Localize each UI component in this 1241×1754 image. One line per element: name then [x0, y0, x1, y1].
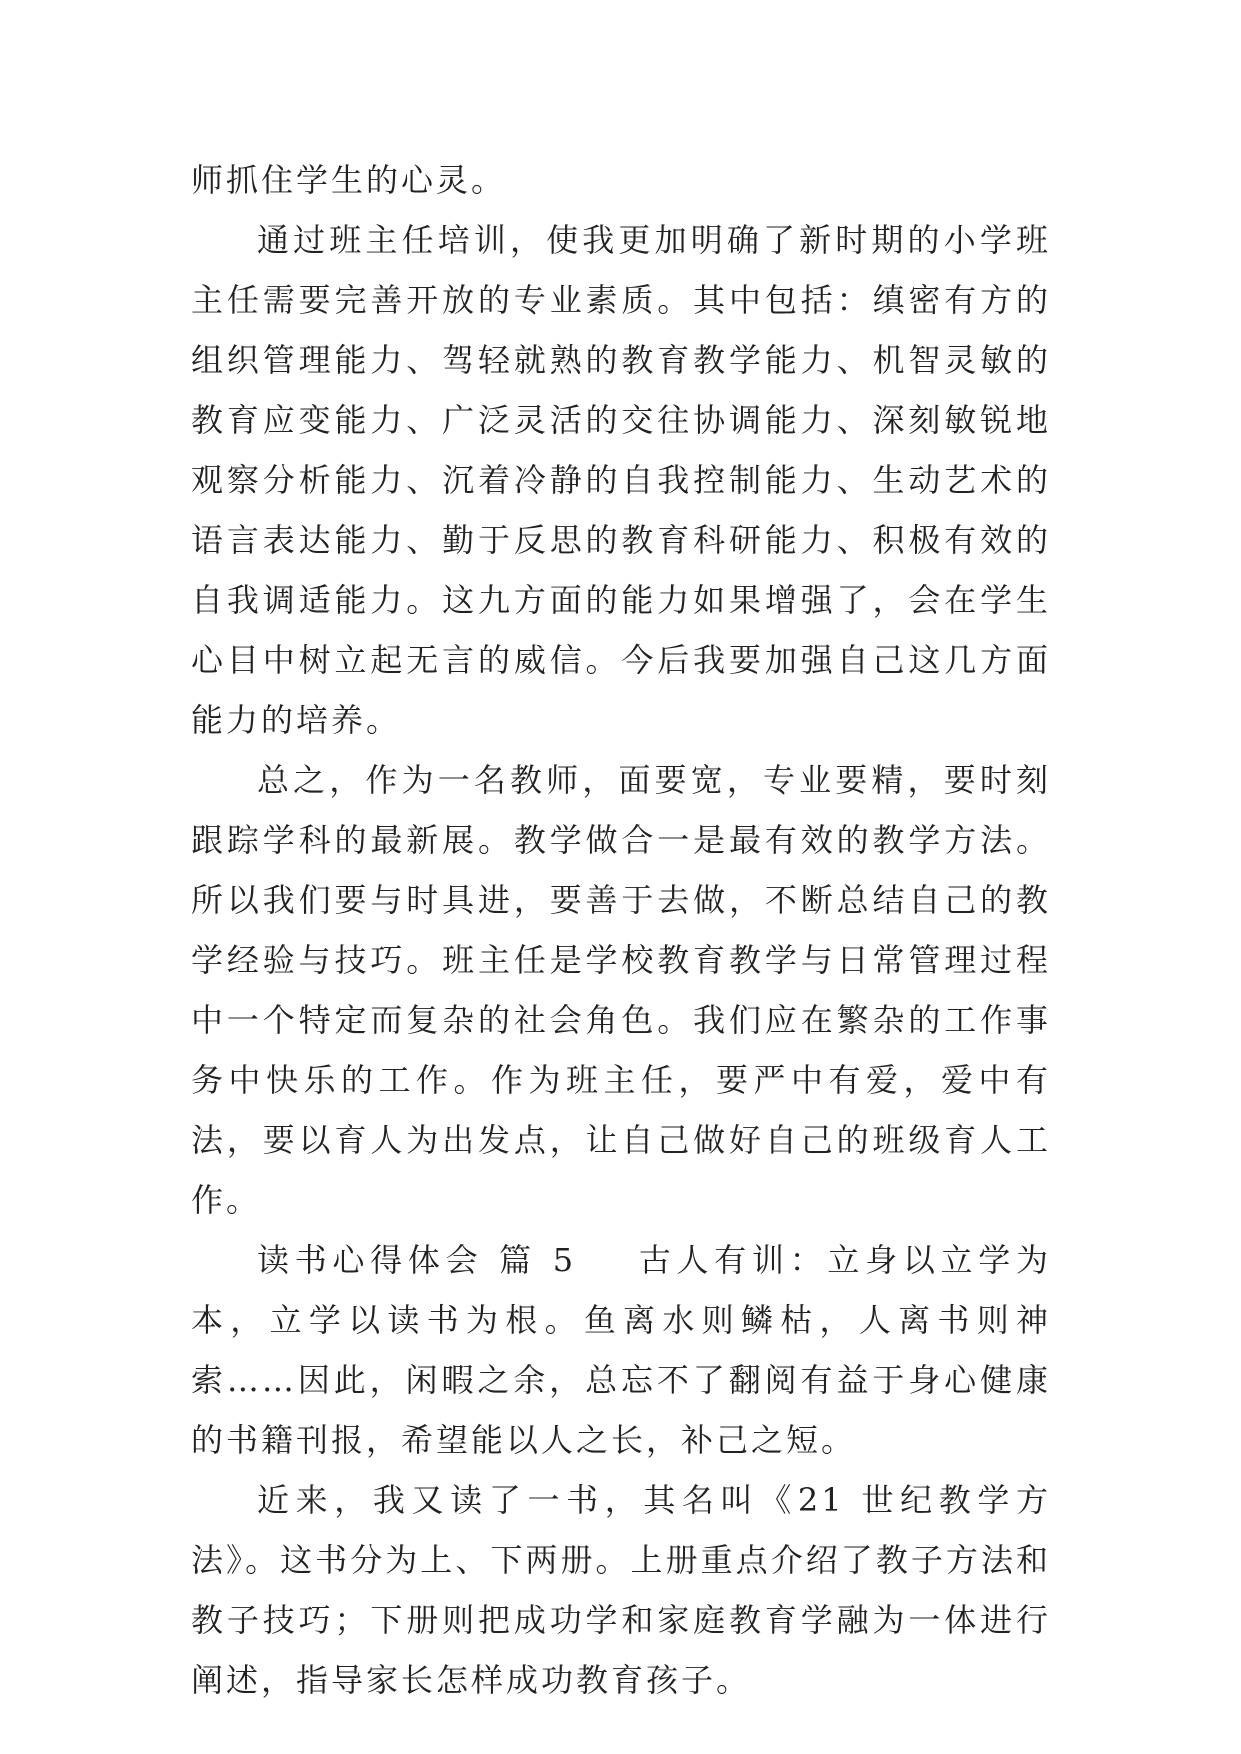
section-text: 古人有训：立身以立学为本，立学以读书为根。鱼离水则鳞枯，人离书则神索……因此，闲暇之余，总忘不了翻阅有益于身心健康的书籍刊报，希望能以人之长，补己之短。	[191, 1241, 1051, 1459]
section-heading: 读书心得体会 篇 5	[257, 1241, 577, 1279]
section-paragraph	[191, 1230, 1051, 1470]
paragraph-1: 师抓住学生的心灵。	[191, 161, 507, 199]
closing-paragraph: 近来，我又读了一书，其名叫《21 世纪教学方法》。这书分为上、下两册。上册重点介绍了教子方法和教子技巧；下册则把成功学和家庭教育学融为一体进行阐述，指导家长怎样成功教育孩子。	[191, 1481, 1051, 1699]
paragraph-3: 总之，作为一名教师，面要宽，专业要精，要时刻跟踪学科的最新展。教学做合一是最有效的教学方法。所以我们要与时具进，要善于去做，不断总结自己的教学经验与技巧。班主任是学校教育教学与日常管理过程中一个特定而复杂的社会角色。我们应在繁杂的工作事务中快乐的工作。作为班主任，要严中有爱，爱中有法，要以育人为出发点，让自己做好自己的班级育人工作。	[191, 761, 1051, 1219]
paragraph-2: 通过班主任培训，使我更加明确了新时期的小学班主任需要完善开放的专业素质。其中包括：缜密有方的组织管理能力、驾轻就熟的教育教学能力、机智灵敏的教育应变能力、广泛灵活的交往协调能力、深刻敏锐地观察分析能力、沉着冷静的自我控制能力、生动艺术的语言表达能力、勤于反思的教育科研能力、积极有效的自我调适能力。这九方面的能力如果增强了，会在学生心目中树立起无言的威信。今后我要加强自己这几方面能力的培养。	[191, 221, 1051, 739]
document-body	[191, 150, 1051, 1710]
